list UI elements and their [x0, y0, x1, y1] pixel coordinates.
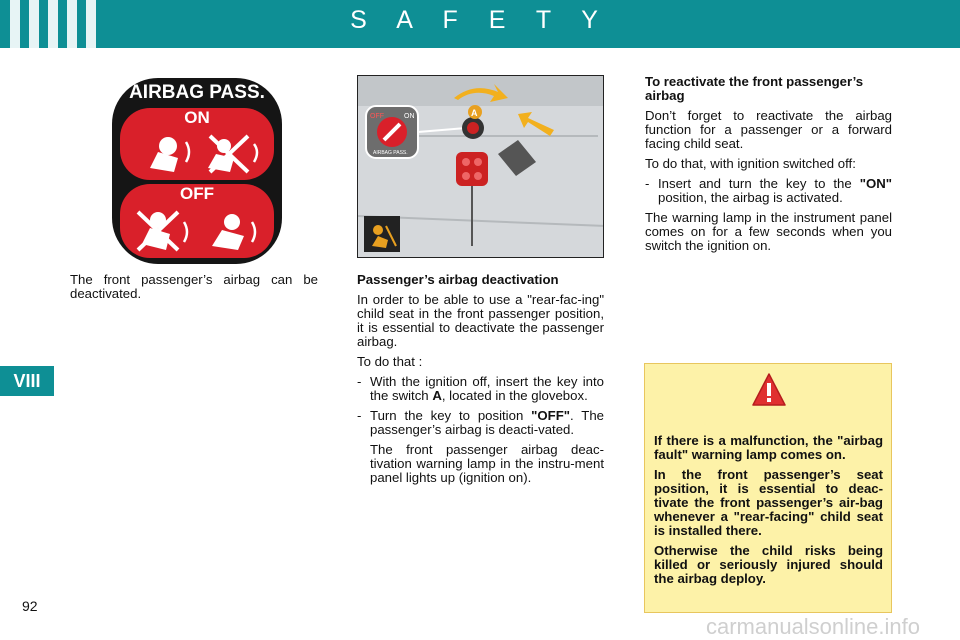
reactivation-heading: To reactivate the front passenger’s airbag [645, 74, 864, 103]
list-item: - Turn the key to position "OFF". The passenger’s airbag is deacti-vated. [357, 408, 604, 437]
reactivation-p1: Don’t forget to reactivate the airbag function for a passenger or a forward facing child seat. [645, 108, 892, 151]
column-intro [70, 273, 318, 307]
airbag-pass-title: AIRBAG PASS. [129, 82, 265, 103]
deactivation-todo: To do that : [357, 354, 423, 369]
column-reactivation [645, 75, 892, 259]
deactivation-heading: Passenger’s airbag deactivation [357, 272, 559, 287]
column-deactivation [357, 273, 604, 491]
warning-triangle-icon [751, 372, 787, 408]
intro-text: The front passenger’s airbag can be deactivated. [70, 272, 318, 301]
airbag-off-panel [120, 184, 274, 258]
photo-marker-a: A [471, 108, 478, 118]
deactivation-lamp-note: The front passenger airbag deac-tivation warning lamp in the instru-ment panel lights up (ignition on). [370, 442, 604, 485]
watermark: carmanualsonline.info [705, 614, 920, 639]
warning-p1: If there is a malfunction, the "airbag fault" warning lamp comes on. [654, 433, 883, 462]
airbag-pass-label-image [112, 78, 282, 264]
warning-box [644, 363, 892, 613]
warning-p2: In the front passenger’s seat position, it is essential to deac-tivate the front passenger’s air-bag whenever a "rear-facing" child seat is installed there. [654, 467, 883, 538]
photo-off-text: OFF [370, 113, 384, 120]
page-header [0, 0, 960, 48]
page-number: 92 [22, 598, 38, 614]
deactivation-intro: In order to be able to use a "rear-fac-ing" child seat in the front passenger position, it is essential to deactivate the passenger airbag. [357, 292, 604, 349]
airbag-on-panel [120, 108, 274, 180]
list-item: - Insert and turn the key to the "ON" position, the airbag is activated. [645, 176, 892, 205]
warning-content [654, 434, 883, 592]
chapter-tab: VIII [0, 366, 54, 396]
page-title: S A F E T Y [350, 6, 610, 34]
list-item: - With the ignition off, insert the key into the switch A, located in the glovebox. [357, 374, 604, 403]
glovebox-illustration [358, 76, 604, 258]
glovebox-switch-image [357, 75, 604, 258]
airbag-on-label: ON [184, 108, 210, 127]
reactivation-p3: The warning lamp in the instrument panel comes on for a few seconds when you switch the ignition on. [645, 210, 892, 253]
photo-on-text: ON [404, 113, 415, 120]
photo-caption: AIRBAG PASS. [373, 150, 408, 156]
airbag-off-label: OFF [180, 184, 214, 203]
reactivation-p2: To do that, with ignition switched off: [645, 156, 856, 171]
warning-p3: Otherwise the child risks being killed or seriously injured should the airbag deploy. [654, 543, 883, 586]
